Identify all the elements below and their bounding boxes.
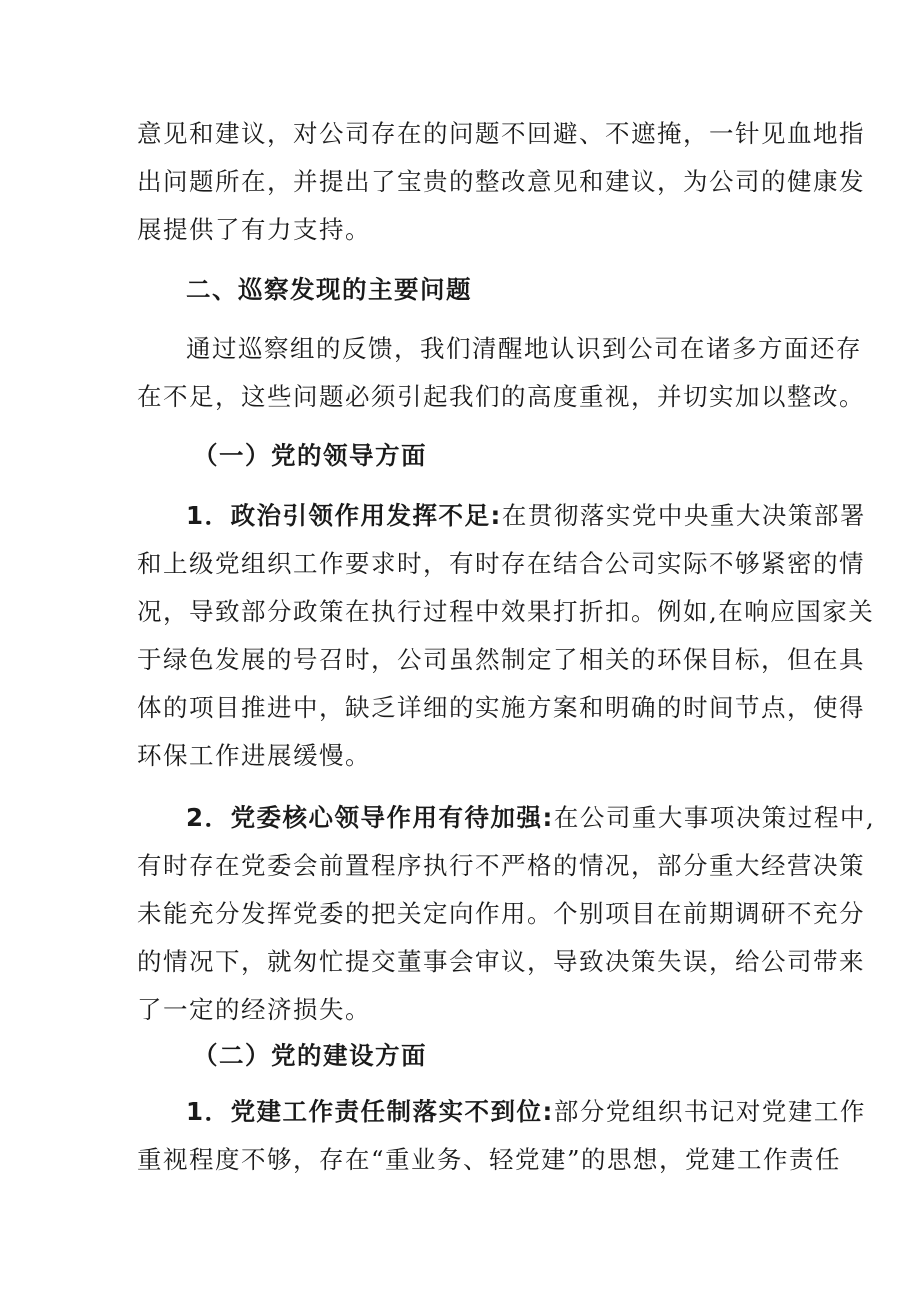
list-item [137,492,875,780]
item-title: 政治引领作用发挥不足: [230,501,502,530]
paragraph-line: 有时存在党委会前置程序执行不严格的情况，部分重大经营决策 [137,851,865,880]
section-heading [137,266,797,314]
paragraph-line: 环保工作进展缓慢。 [137,741,371,770]
paragraph-line: 况，导致部分政策在执行过程中效果打折扣。例如,在响应国家关 [137,597,875,626]
subsection-heading-text: （一）党的领导方面 [193,441,427,470]
paragraph-line: 未能充分发挥党委的把关定向作用。个别项目在前期调研不充分 [137,899,865,928]
paragraph-line: 展提供了有力支持。 [137,215,371,244]
item-title: 党建工作责任制落实不到位: [230,1097,554,1126]
paragraph-line: 和上级党组织工作要求时，有时存在结合公司实际不够紧密的情 [137,549,865,578]
item-number: 1． [186,501,231,530]
item-text: 在公司重大事项决策过程中, [553,803,876,832]
intro-paragraph [137,110,865,254]
item-text: 部分党组织书记对党建工作 [553,1097,866,1126]
list-item [137,794,876,1034]
subsection-heading [137,1032,797,1080]
paragraph-line: 重视程度不够，存在“重业务、轻党建”的思想，党建工作责任 [137,1145,842,1174]
item-title: 党委核心领导作用有待加强: [230,803,554,832]
paragraph-line: 的情况下，就匆忙提交董事会审议，导致决策失误，给公司带来 [137,947,865,976]
item-number: 2． [186,803,231,832]
section-heading-text: 二、巡察发现的主要问题 [186,275,472,304]
paragraph-line: 在不足，这些问题必须引起我们的高度重视，并切实加以整改。 [137,382,865,411]
subsection-heading-text: （二）党的建设方面 [193,1041,427,1070]
paragraph-line: 了一定的经济损失。 [137,995,371,1024]
paragraph-line: 出问题所在，并提出了宝贵的整改意见和建议，为公司的健康发 [137,167,865,196]
paragraph-line: 意见和建议，对公司存在的问题不回避、不遮掩，一针见血地指 [137,119,865,148]
list-item-first-line [137,794,876,842]
section-intro-paragraph [137,325,865,421]
paragraph-line: 于绿色发展的号召时，公司虽然制定了相关的环保目标，但在具 [137,645,865,674]
item-number: 1． [186,1097,231,1126]
paragraph-line: 体的项目推进中，缺乏详细的实施方案和明确的时间节点，使得 [137,693,865,722]
list-item [137,1088,866,1184]
subsection-heading [137,432,797,480]
item-text: 在贯彻落实党中央重大决策部署 [501,501,866,530]
list-item-first-line [137,1088,866,1136]
list-item-first-line [137,492,866,540]
paragraph-line: 通过巡察组的反馈，我们清醒地认识到公司在诸多方面还存 [186,334,862,363]
